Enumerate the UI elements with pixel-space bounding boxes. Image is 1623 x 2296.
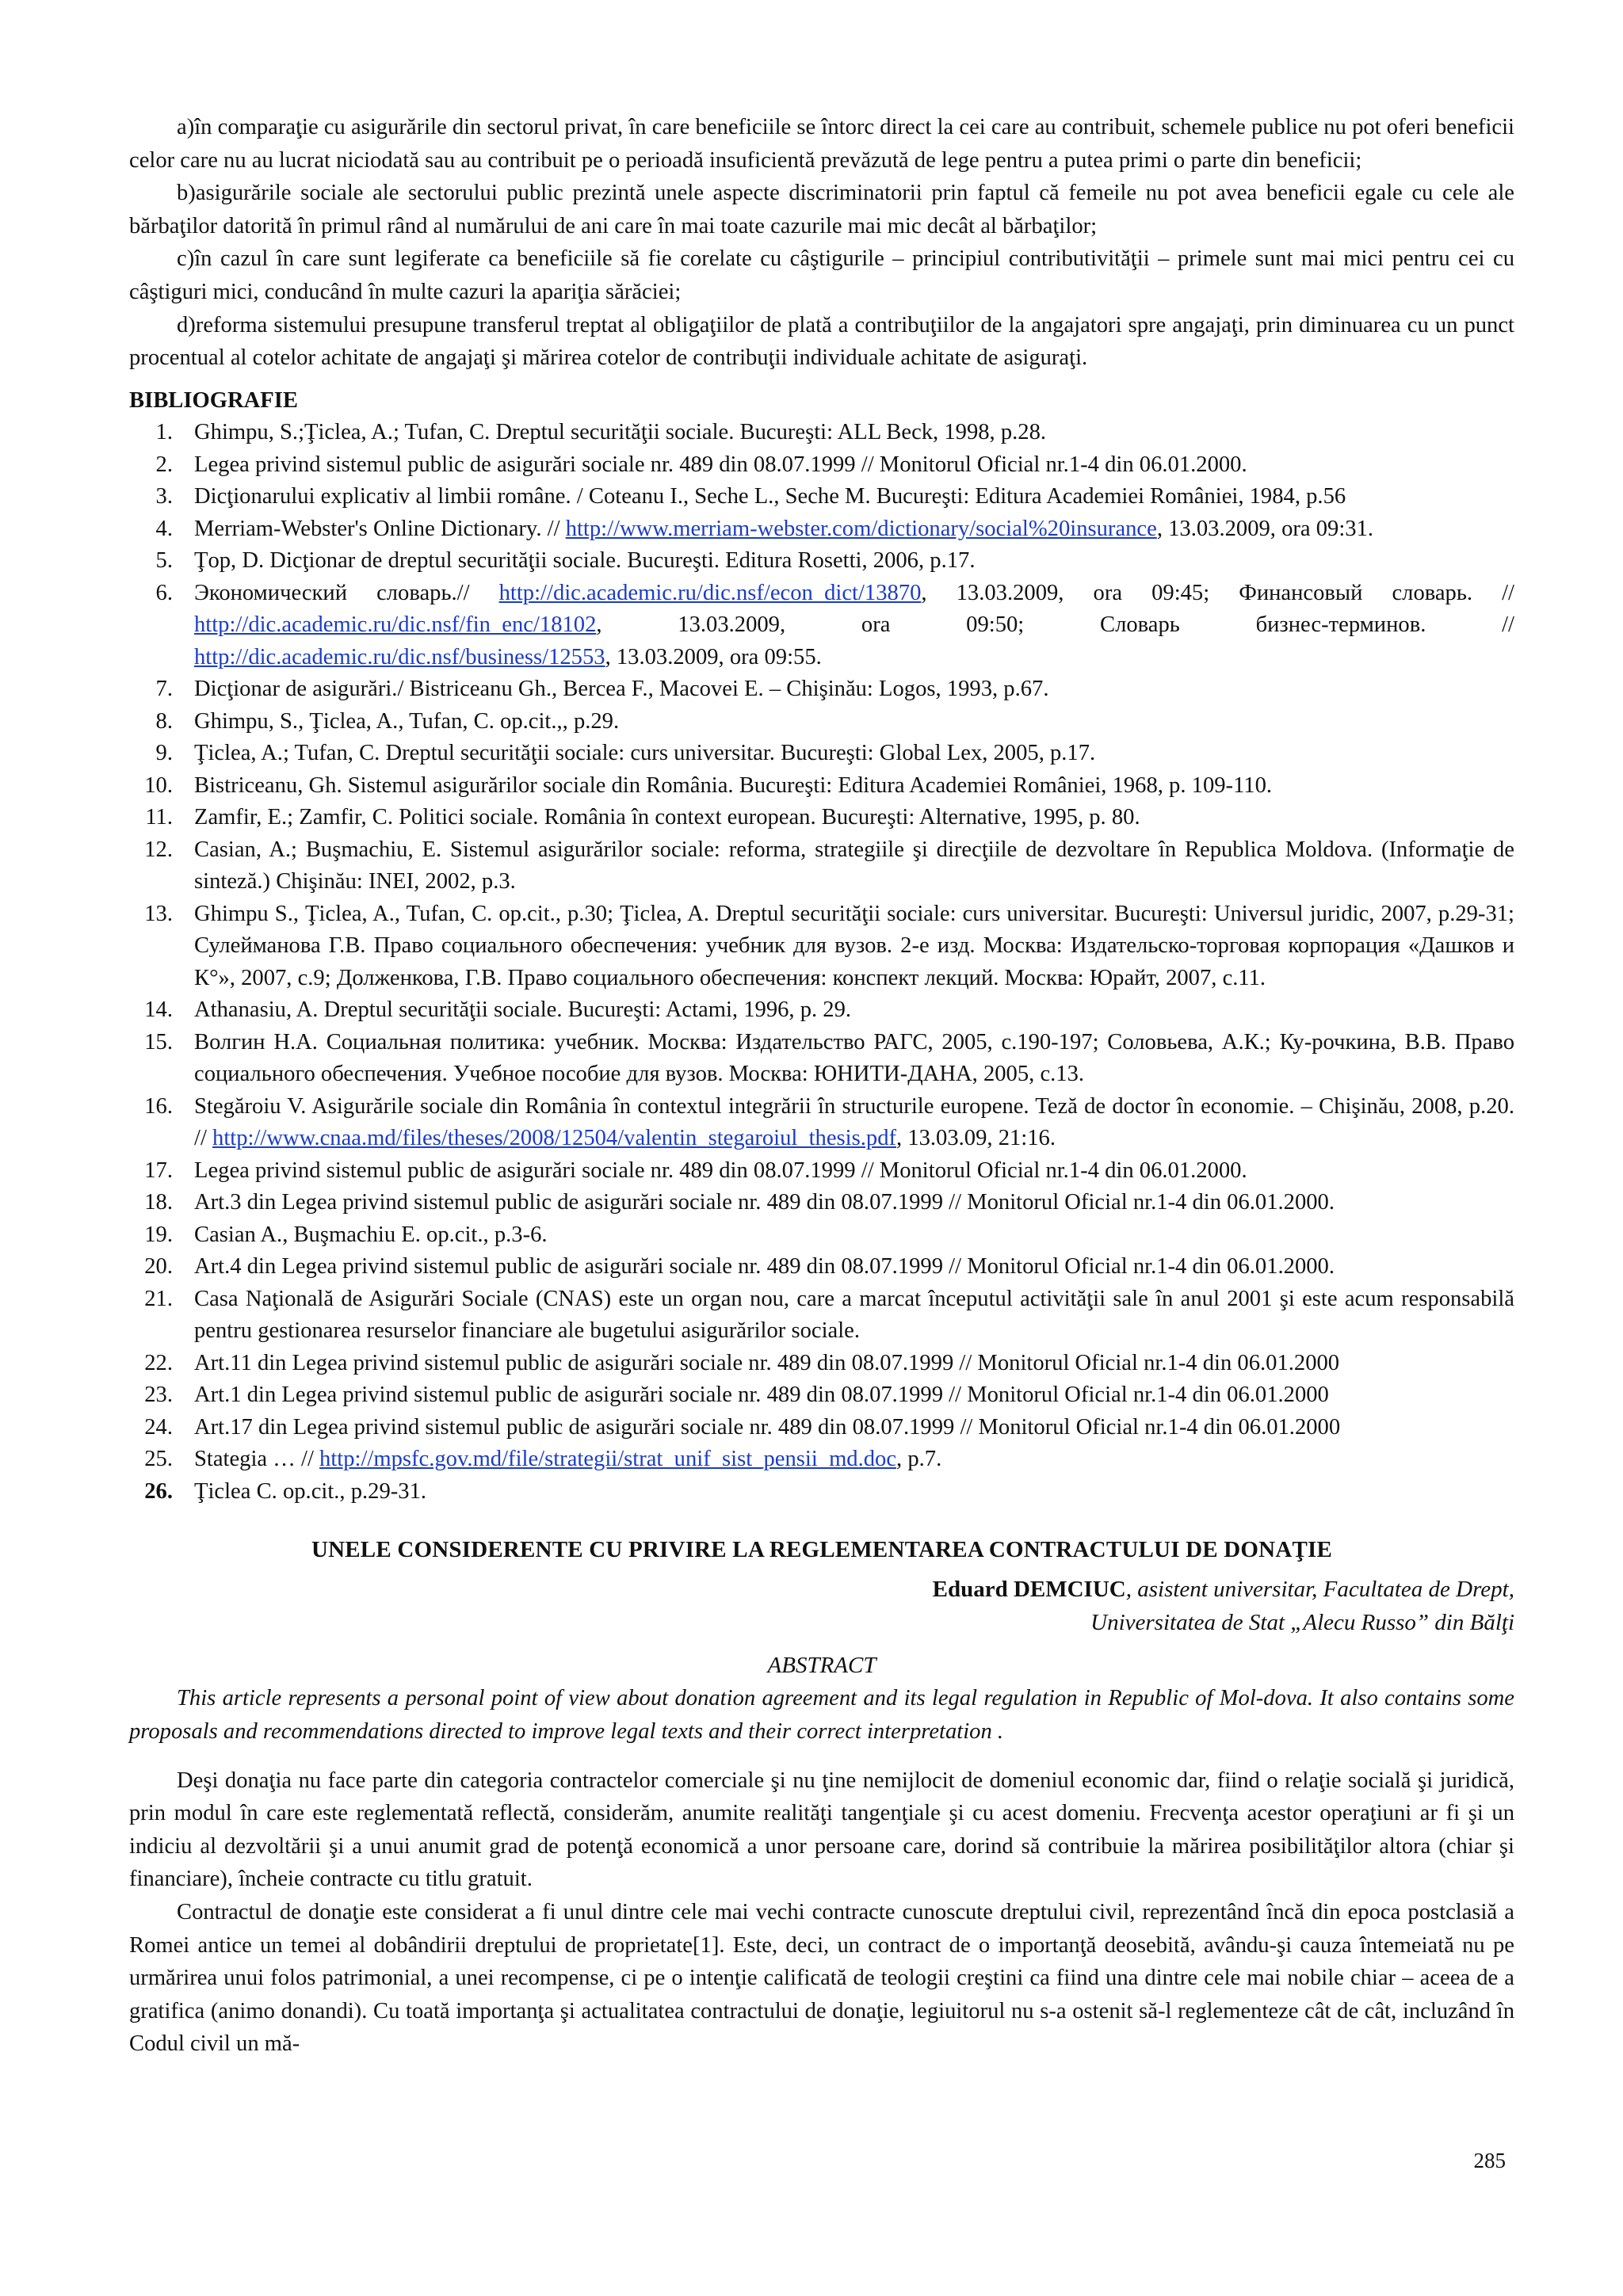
bibliography-item-number: 25. [144, 1447, 173, 1472]
bibliography-item-text [194, 1190, 1335, 1215]
reference-text: Волгин Н.А. Социальная политика: учебник. Москва: Издательство РАГС, 2005, с.190-197; Соловьева, А.К.; Ку-рочкина, В.В. Право социального обеспечения. Учебное пособие для вузов. Москва: ЮНИТИ-ДАНА, 2005, с.13. [194, 1029, 1514, 1087]
reference-text: Art.17 din Legea privind sistemul public de asigurări sociale nr. 489 din 08.07.1999 // Monitorul Oficial nr.1-4 din 06.01.2000 [194, 1414, 1341, 1440]
reference-text: Art.1 din Legea privind sistemul public de asigurări sociale nr. 489 din 08.07.1999 // Monitorul Oficial nr.1-4 din 06.01.2000 [194, 1383, 1329, 1408]
reference-text: Экономический словарь.// [194, 580, 499, 605]
author-name: Eduard DEMCIUC [932, 1577, 1126, 1603]
reference-text: Ghimpu, S., Ţiclea, A., Tufan, C. op.cit.,, p.29. [194, 708, 620, 734]
top-paragraphs [129, 111, 1514, 375]
bibliography-item [129, 994, 1514, 1027]
reference-link[interactable]: http://www.cnaa.md/files/theses/2008/12504/valentin_stegaroiul_thesis.pdf [212, 1126, 897, 1151]
reference-text: , 13.03.09, 21:16. [896, 1126, 1056, 1151]
reference-text: Legea privind sistemul public de asigurări sociale nr. 489 din 08.07.1999 // Monitorul Oficial nr.1-4 din 06.01.2000. [194, 1158, 1247, 1183]
bibliography-item-number: 17. [144, 1158, 173, 1183]
reference-link[interactable]: http://dic.academic.ru/dic.nsf/econ_dict/13870 [498, 580, 922, 605]
bibliography-item [129, 1412, 1514, 1444]
bibliography-item-number: 3. [155, 484, 173, 509]
author-affiliation: Universitatea de Stat „Alecu Russo” din Bălţi [1090, 1610, 1514, 1636]
reference-text: Dicţionarului explicativ al limbii române. / Coteanu I., Seche L., Seche M. Bucureşti: Editura Academiei României, 1984, p.56 [194, 484, 1346, 509]
bibliography-item [129, 1251, 1514, 1283]
reference-text: Athanasiu, A. Dreptul securităţii sociale. Bucureşti: Actami, 1996, p. 29. [194, 997, 852, 1023]
bibliography-item-text [194, 484, 1346, 509]
bibliography-item [129, 673, 1514, 706]
bibliography-item [129, 449, 1514, 482]
bibliography-item [129, 1187, 1514, 1219]
reference-link[interactable]: http://dic.academic.ru/dic.nsf/fin_enc/18102 [194, 612, 597, 638]
author-line [129, 1573, 1514, 1606]
bibliography-item-number: 12. [144, 837, 173, 862]
bibliography-item [129, 1155, 1514, 1188]
bibliography-item-text [194, 1287, 1514, 1344]
bibliography-item-text [194, 517, 1373, 541]
bibliography-item-number: 15. [144, 1029, 173, 1055]
reference-text: Art.3 din Legea privind sistemul public de asigurări sociale nr. 489 din 08.07.1999 // Monitorul Oficial nr.1-4 din 06.01.2000. [194, 1190, 1335, 1215]
reference-text: Bistriceanu, Gh. Sistemul asigurărilor sociale din România. Bucureşti: Editura Academiei României, 1968, p. 109-110. [194, 772, 1273, 798]
paragraph: c)în cazul în care sunt legiferate ca beneficiile să fie corelate cu câştigurile – principiul contributivităţii – primele sunt mai mici pentru cei cu câştiguri mici, conducând în multe cazuri la apariţia sărăciei; [129, 246, 1514, 304]
body-paragraph: Contractul de donaţie este considerat a fi unul dintre cele mai vechi contracte cunoscute dreptului civil, reprezentând încă din epoca postclasiă a Romei antice un temei al dobândirii dreptului de proprietate[1]. Este, deci, un contract de o importanţă deosebită, avându-şi cauza întemeiată nu pe urmărirea unui folos patrimonial, a unei recompense, ci pe o intenţie calificată de teologii creştini ca fiind una dintre cele mai nobile chiar – aceea de a gratifica (animo donandi). Cu toată importanţa şi actualitatea contractului de donaţie, legiuitorul nu s-a ostenit să-l reglementeze cât de cât, incluzând în Codul civil un mă- [129, 1899, 1514, 2057]
bibliography-item-text [194, 709, 619, 734]
reference-text: Art.11 din Legea privind sistemul public de asigurări sociale nr. 489 din 08.07.1999 // Monitorul Oficial nr.1-4 din 06.01.2000 [194, 1350, 1340, 1375]
author-affiliation-line [129, 1606, 1514, 1639]
bibliography-item-number: 19. [144, 1222, 173, 1247]
bibliography-item [129, 1219, 1514, 1252]
bibliography-item-number: 22. [144, 1350, 173, 1375]
bibliography-item [129, 481, 1514, 513]
bibliography-item-number: 8. [155, 708, 173, 734]
bibliography-item-text [194, 1158, 1247, 1183]
reference-text: Legea privind sistemul public de asigurări sociale nr. 489 din 08.07.1999 // Monitorul Oficial nr.1-4 din 06.01.2000. [194, 452, 1247, 477]
abstract-text: This article represents a personal point of view about donation agreement and its legal regulation in Republic of Mol-dova. It also contains some proposals and recommendations directed to improve legal texts and their correct interpretation . [129, 1686, 1514, 1744]
bibliography-item [129, 1283, 1514, 1348]
bibliography-item-text [194, 1254, 1335, 1279]
reference-text: , 13.03.2009, ora 09:31. [1156, 516, 1374, 541]
bibliography-heading: BIBLIOGRAFIE [129, 387, 298, 413]
bibliography-item-text [194, 1415, 1340, 1440]
bibliography-item [129, 513, 1514, 546]
reference-text: Ghimpu S., Ţiclea, A., Tufan, C. op.cit., p.30; Ţiclea, A. Dreptul securităţii sociale: curs universitar. Bucureşti: Universul juridic, 2007, p.29-31; Сулейманова Г.В. Право социального обеспечения: учебник для вузов. 2-е изд. Москва: Издательско-торговая корпорация «Дашков и К°», 2007, с.9; Долженкова, Г.В. Право социального обеспечения: конспект лекций. Москва: Юрайт, 2007, с.11. [194, 901, 1514, 990]
bibliography-item-text [194, 1447, 941, 1471]
bibliography-item-text [194, 548, 975, 573]
body-paragraph: Deşi donaţia nu face parte din categoria contractelor comerciale şi nu ţine nemijlocit de domeniul economic dar, fiind o relaţie socială şi juridică, prin modul în care este reglementată reflectă, considerăm, anumite realităţi tangenţiale şi cu acest domeniu. Frecvenţa acestor operaţiuni ar fi şi un indiciu al dezvoltării şi a unui anumit grad de potenţă economică a unor persoane care, dorind să contribuie la mărirea posibilităţilor altora (chiar şi financiare), încheie contracte cu titlu gratuit. [129, 1768, 1514, 1892]
bibliography-item-text [194, 420, 1046, 444]
reference-text: Ghimpu, S.;Ţiclea, A.; Tufan, C. Dreptul securităţii sociale. Bucureşti: ALL Beck, 1998, p.28. [194, 420, 1047, 445]
reference-text: Casian A., Buşmachiu E. op.cit., p.3-6. [194, 1222, 548, 1247]
bibliography-item [129, 1444, 1514, 1476]
bibliography-item-text [194, 1222, 548, 1247]
bibliography-item [129, 738, 1514, 770]
bibliography-item-text [194, 1351, 1339, 1375]
bibliography-item-text [194, 581, 1514, 669]
bibliography-item-number: 6. [155, 580, 173, 605]
bibliography-item-number: 2. [155, 452, 173, 477]
bibliography-item-text [194, 741, 1095, 765]
reference-link[interactable]: http://dic.academic.ru/dic.nsf/business/12553 [194, 644, 605, 669]
bibliography-item-text [194, 997, 851, 1022]
bibliography-item [129, 417, 1514, 449]
paragraph: d)reforma sistemului presupune transferul treptat al obligaţiilor de plată a contribuţiilor de la angajatori spre angajaţi, prin diminuarea cu un punct procentual al cotelor achitate de angajaţi şi mărirea cotelor de contribuţii individuale achitate de asiguraţi. [129, 312, 1514, 371]
reference-text: Zamfir, E.; Zamfir, C. Politici sociale. România în context european. Bucureşti: Alternative, 1995, p. 80. [194, 805, 1140, 830]
bibliography-item-number: 26. [144, 1478, 173, 1504]
page [129, 111, 1514, 2061]
bibliography-item-text [194, 837, 1514, 894]
reference-text: Stegăroiu V. Asigurările sociale din România în contextul integrării în structurile europene. Teză de doctor în economie. – Chişinău, 2008, p.20. // [194, 1093, 1514, 1151]
bibliography-item [129, 706, 1514, 738]
reference-text: Ţiclea, A.; Tufan, C. Dreptul securităţii sociale: curs universitar. Bucureşti: Global Lex, 2005, p.17. [194, 741, 1096, 766]
bibliography-item [129, 898, 1514, 995]
bibliography-item-number: 1. [155, 420, 173, 445]
reference-text: , 13.03.2009, ora 09:55. [605, 644, 822, 669]
reference-text: , 13.03.2009, ora 09:50; Словарь бизнес-терминов. // [596, 612, 1514, 638]
bibliography-item-number: 20. [144, 1254, 173, 1280]
reference-text: , 13.03.2009, ora 09:45; Финансовый словарь. // [921, 580, 1515, 605]
bibliography-item-number: 10. [144, 772, 173, 798]
bibliography-item-number: 4. [155, 516, 173, 541]
bibliography-item-number: 18. [144, 1190, 173, 1215]
bibliography-item-text [194, 1383, 1329, 1407]
bibliography-item [129, 1027, 1514, 1091]
bibliography-item-number: 16. [144, 1093, 173, 1119]
bibliography-item-number: 11. [145, 805, 173, 830]
reference-link[interactable]: http://www.merriam-webster.com/dictionary/social%20insurance [565, 516, 1157, 541]
bibliography-item [129, 834, 1514, 898]
page-number: 285 [1473, 2149, 1506, 2172]
bibliography-item-text [194, 1030, 1514, 1087]
bibliography-item [129, 1476, 1514, 1508]
bibliography-item [129, 578, 1514, 674]
reference-text: Ţiclea C. op.cit., p.29-31. [194, 1478, 427, 1504]
reference-text: Dicţionar de asigurări./ Bistriceanu Gh., Bercea F., Macovei E. – Chişinău: Logos, 1993, p.67. [194, 677, 1049, 702]
reference-text: Casa Naţională de Asigurări Sociale (CNAS) este un organ nou, care a marcat începutul activităţii sale în anul 2001 şi este acum responsabilă pentru gestionarea resurselor financiare ale bugetului asigurărilor sociale. [194, 1286, 1514, 1344]
reference-text: Ţop, D. Dicţionar de dreptul securităţii sociale. Bucureşti. Editura Rosetti, 2006, p.17. [194, 548, 976, 574]
bibliography-item-text [194, 452, 1247, 477]
bibliography-item-number: 9. [155, 741, 173, 766]
reference-text: Stategia … // [194, 1447, 320, 1472]
bibliography-item [129, 1091, 1514, 1155]
bibliography-item [129, 802, 1514, 834]
bibliography-item-text [194, 677, 1048, 701]
bibliography-item-text [194, 902, 1514, 990]
bibliography-item-text [194, 805, 1140, 830]
bibliography-item-number: 5. [155, 548, 173, 574]
bibliography-item [129, 545, 1514, 578]
reference-text: Art.4 din Legea privind sistemul public de asigurări sociale nr. 489 din 08.07.1999 // Monitorul Oficial nr.1-4 din 06.01.2000. [194, 1254, 1335, 1280]
bibliography-item [129, 1379, 1514, 1412]
reference-text: Casian, A.; Buşmachiu, E. Sistemul asigurărilor sociale: reforma, strategiile şi direcţiile de dezvoltare în Republica Moldova. (Informaţie de sinteză.) Chişinău: INEI, 2002, p.3. [194, 837, 1514, 894]
bibliography-item-number: 13. [144, 901, 173, 926]
bibliography-list [129, 417, 1514, 1508]
bibliography-item-text [194, 1479, 426, 1504]
paragraph: a)în comparaţie cu asigurările din sectorul privat, în care beneficiile se întorc direct la cei care au contribuit, schemele publice nu pot oferi beneficii celor care nu au lucrat niciodată sau au contribuit pe o perioadă insuficientă prevăzută de lege pentru a putea primi o parte din beneficii; [129, 115, 1514, 173]
author-role: , asistent universitar, Facultatea de Drept, [1125, 1577, 1514, 1603]
paragraph: b)asigurările sociale ale sectorului public prezintă unele aspecte discriminatorii prin faptul că femeile nu pot avea beneficii egale cu cele ale bărbaţilor datorită în primul rând al numărului de ani care în mai toate cazurile mai mic decât al bărbaţilor; [129, 181, 1514, 238]
bibliography-item-text [194, 1094, 1514, 1151]
reference-link[interactable]: http://mpsfc.gov.md/file/strategii/strat_unif_sist_pensii_md.doc [319, 1447, 897, 1472]
bibliography-item [129, 770, 1514, 803]
bibliography-item [129, 1348, 1514, 1380]
abstract-heading: ABSTRACT [767, 1653, 876, 1679]
bibliography-item-number: 7. [155, 677, 173, 702]
reference-text: , p.7. [896, 1447, 942, 1472]
reference-text: Merriam-Webster's Online Dictionary. // [194, 516, 566, 541]
bibliography-item-number: 23. [144, 1383, 173, 1408]
bibliography-item-number: 14. [144, 997, 173, 1023]
bibliography-item-number: 21. [144, 1286, 173, 1311]
bibliography-item-text [194, 773, 1272, 798]
article-title: UNELE CONSIDERENTE CU PRIVIRE LA REGLEMENTAREA CONTRACTULUI DE DONAŢIE [311, 1537, 1333, 1563]
bibliography-item-number: 24. [144, 1414, 173, 1440]
